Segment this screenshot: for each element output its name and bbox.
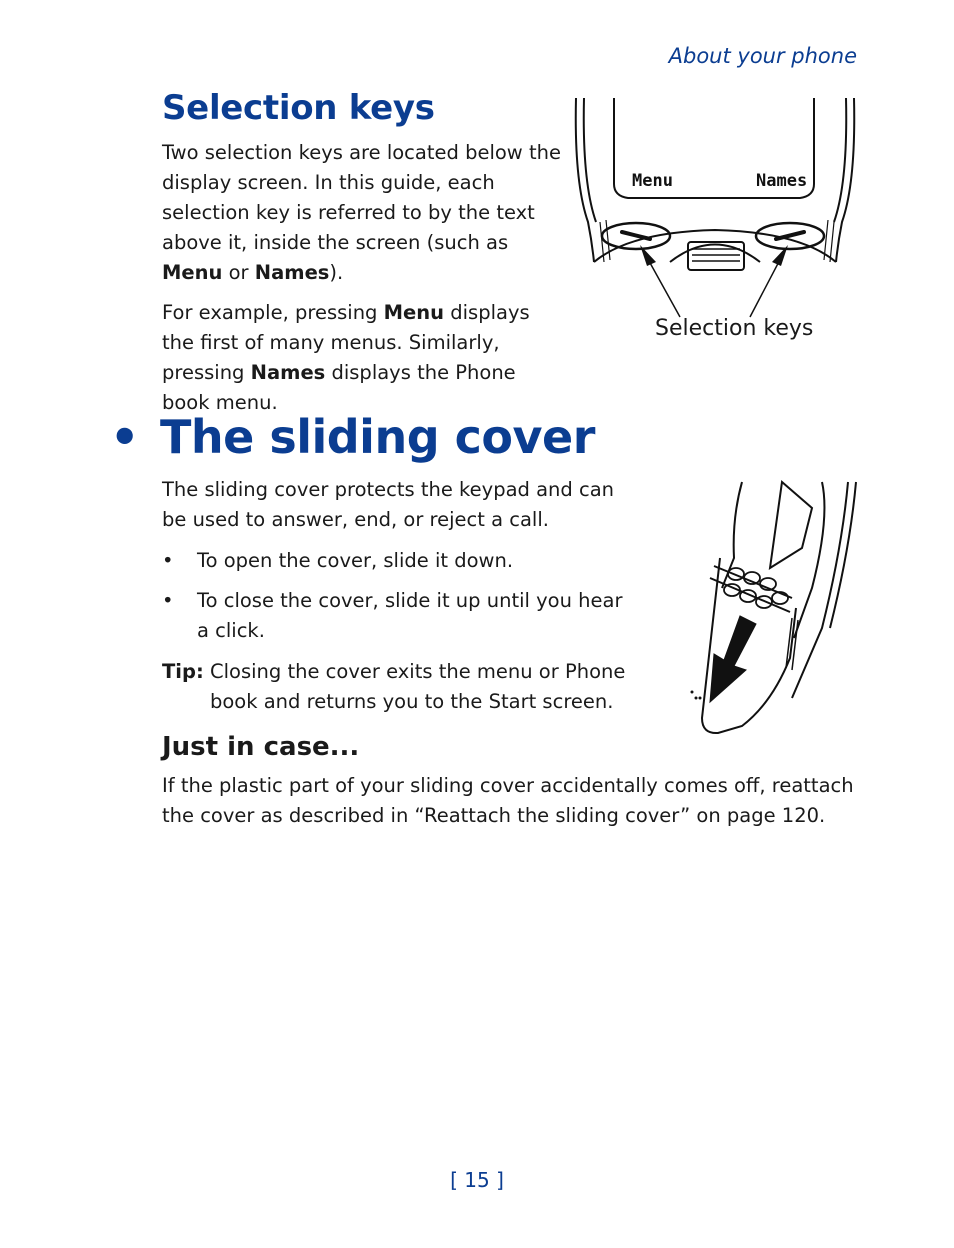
- running-head: About your phone: [668, 44, 857, 68]
- list-bullet: •: [162, 589, 174, 612]
- subheading-just-in-case: Just in case...: [162, 732, 360, 762]
- just-in-case-paragraph: If the plastic part of your sliding cover accidentally comes off, reattach the cover as described in “Reattach the sliding cover” on page 120.: [162, 774, 854, 827]
- tip-label: Tip:: [162, 660, 204, 683]
- sliding-cover-intro: The sliding cover protects the keypad and can be used to answer, end, or reject a call.: [162, 478, 615, 531]
- screen-label-menu: Menu: [632, 171, 673, 191]
- list-bullet: •: [162, 549, 174, 572]
- sliding-cover-illustration: [662, 478, 862, 738]
- selection-keys-illustration: [570, 92, 870, 322]
- figure-caption-selection-keys: Selection keys: [655, 316, 814, 341]
- selection-keys-paragraph-2: For example, pressing Menu displays the first of many menus. Similarly, pressing Names displays the Phone book menu.: [162, 301, 530, 414]
- heading-text: The sliding cover: [160, 410, 595, 464]
- selection-keys-paragraph-1: Two selection keys are located below the display screen. In this guide, each selection key is referred to by the text above it, inside the screen (such as Menu or Names).: [162, 141, 561, 284]
- heading-bullet: •: [110, 410, 139, 464]
- page-number: [ 15 ]: [450, 1168, 504, 1192]
- screen-label-names: Names: [756, 171, 808, 191]
- section-heading-sliding-cover: [110, 410, 595, 464]
- section-heading-selection-keys: Selection keys: [162, 88, 435, 128]
- tip-text: Closing the cover exits the menu or Phone book and returns you to the Start screen.: [210, 660, 626, 713]
